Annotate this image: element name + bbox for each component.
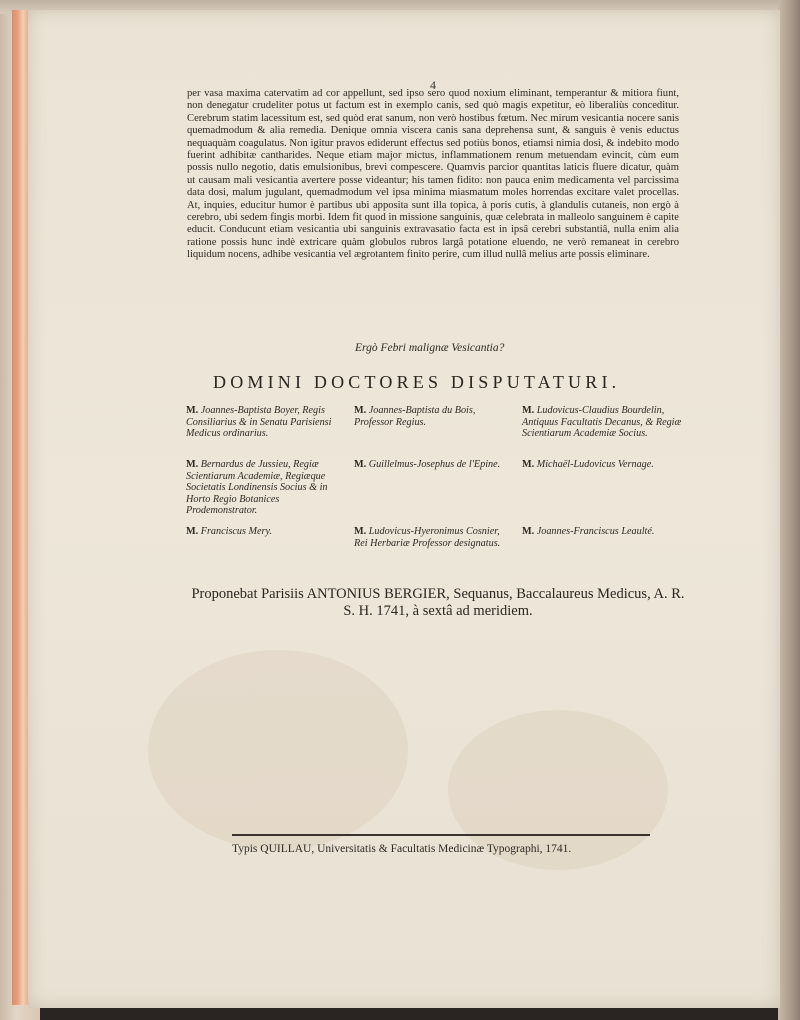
doctor-prefix: M. [186,405,199,416]
body-paragraph: per vasa maxima catervatim ad cor appellunt, sed ipso sero quod noxium eliminant, temperantur & mitiora fiunt, non denegatur crudeliter potus ut factum est in exemplo canis, sed quò magis expetitur, eò liberaliùs conceditur. Cerebrum statim lacessitum est, sed quòd erat sanum, non verò hostibus fœtum. Nec mirum vesicantia nocere sanis quemadmodum & alia remedia. Denique omnia viscera canis sana deprehensa sunt, & sanguis è venis eductus nequaquàm coagulatus. Non igitur pravos ediderunt effectus sed potiùs bonos, etiamsi nimia dosi, & indebito modo fuerint adhibitæ cantharides. Neque etiam major mictus, inflammationem renum metuendam evincit, cùm eum possis nullo negotio, datis emulsionibus, brevi compescere. Quamvis parcior quantitas laticis fluere dicatur, quàm ut causam mali vesicantia avertere posse videantur; his tamen fidito: non pauca enim medicamenta vel parcissima data dosi, malum jugulant, quemadmodum vel ipsa minima miasmatum moles horrendas excitare valet procellas. At, inquies, educitur humor è partibus ubi apposita sunt illa topica, à poris cutis, à glandulis cutaneis, non ergò à cerebro, ubi sedem fingis morbi. Idem fit quod in missione sanguinis, quæ celebrata in malleolo sanguinem è capite educit. Conducunt etiam vesicantia ubi sanguinis extravasatio facta est in ipsâ cerebri substantiâ, nulla enim alia ratione possis hunc indè extricare quàm globulos rubros largâ potatione eluendo, ne verò remaneat in cerebro liquidum nocens, adhibe vesicantia vel ægrotantem finito perire, cum illud nullâ melius arte possis eliminare. [187,88,679,261]
page-number: 4 [430,78,436,92]
doctor-entry [186,405,346,440]
doctor-name: Franciscus Mery. [200,526,273,537]
doctor-name: Ludovicus-Claudius Bourdelin, Antiquus Facultatis Decanus, & Regiæ Scientiarum Academiæ Socius. [522,405,682,440]
imprint-rule [232,834,650,836]
doctor-prefix: M. [354,405,367,416]
doctor-prefix: M. [186,526,199,537]
proponebat-line: Proponebat Parisiis ANTONIUS BERGIER, Sequanus, Baccalaureus Medicus, A. R. S. H. 1741, à sextâ ad meridiem. [191,586,685,619]
doctor-entry [186,459,346,517]
doctor-name: Bernardus de Jussieu, Regiæ Scientiarum Academiæ, Regiæque Societatis Londinensis Socius & in Horto Regio Botanices Prodemonstrator. [186,459,328,517]
book-right-edge [778,0,800,1020]
doctor-entry [354,526,514,549]
doctor-prefix: M. [186,459,199,470]
doctor-entry [186,526,346,538]
doctor-name: Michaël-Ludovicus Vernage. [536,459,654,470]
doctor-entry [522,459,682,471]
thesis-conclusion: Ergò Febri malignæ Vesicantia? [355,342,505,354]
doctor-name: Joannes-Baptista du Bois, Professor Regius. [354,405,476,428]
doctor-entry [522,526,682,538]
doctor-prefix: M. [522,459,535,470]
doctor-prefix: M. [522,526,535,537]
doctor-name: Ludovicus-Hyeronimus Cosnier, Rei Herbariæ Professor designatus. [354,526,501,549]
paper-stain [148,650,408,850]
doctor-name: Guillelmus-Josephus de l'Epine. [368,459,501,470]
doctor-name: Joannes-Baptista Boyer, Regis Consiliarius & in Senatu Parisiensi Medicus ordinarius. [186,405,332,440]
doctor-prefix: M. [354,526,367,537]
doctor-prefix: M. [354,459,367,470]
doctor-entry [354,405,514,428]
doctor-name: Joannes-Franciscus Leaulté. [536,526,655,537]
doctor-entry [522,405,682,440]
doctor-entry [354,459,514,471]
printer-imprint: Typis QUILLAU, Universitatis & Facultatis Medicinæ Typographi, 1741. [232,843,572,855]
doctors-heading: DOMINI DOCTORES DISPUTATURI. [213,372,621,392]
doctor-prefix: M. [522,405,535,416]
